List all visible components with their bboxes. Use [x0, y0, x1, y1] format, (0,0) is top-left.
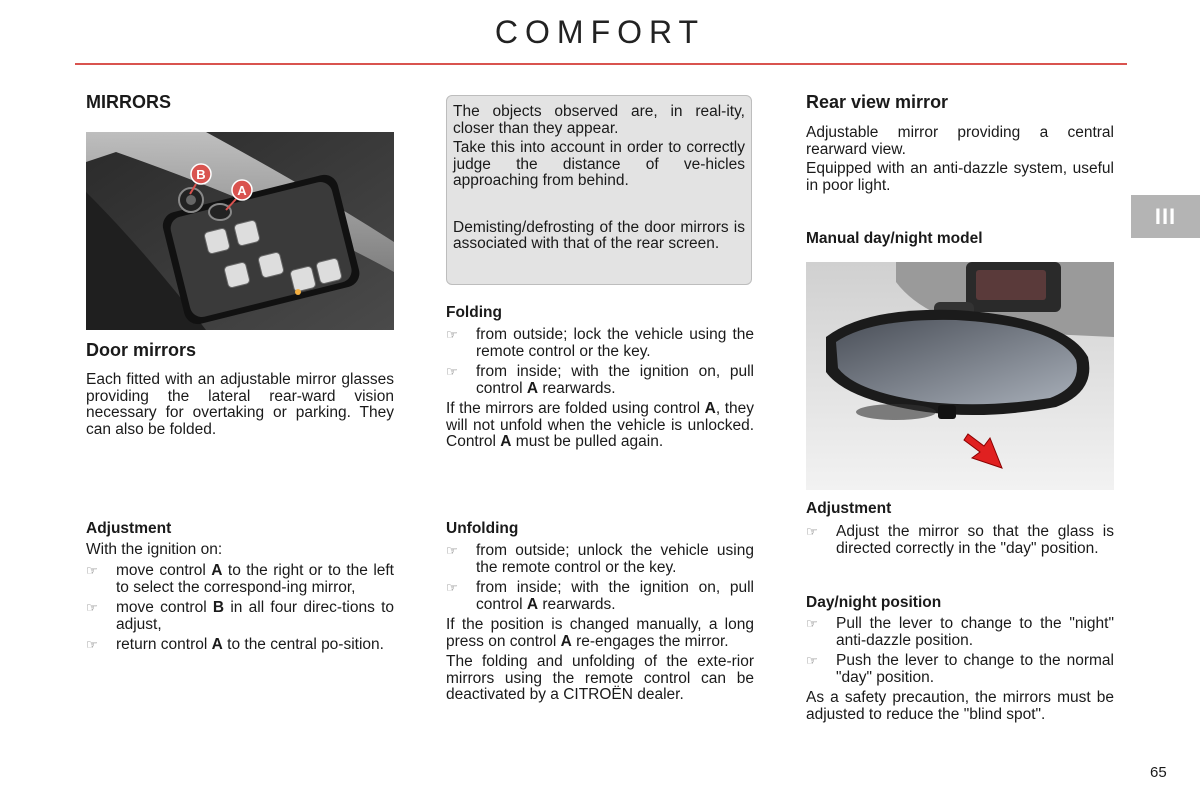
- adjustment-lead: With the ignition on:: [86, 541, 223, 558]
- bullet-hand-icon: ☞: [86, 600, 98, 615]
- unfolding-final: The folding and unfolding of the exte-rior mirrors using the remote control can be deactivated by a CITROËN dealer.: [446, 653, 754, 703]
- door-mirrors-title: Door mirrors: [86, 340, 197, 360]
- callout-a: A: [237, 183, 247, 198]
- rear-view-p2: Equipped with an anti-dazzle system, useful in poor light.: [806, 160, 1114, 194]
- door-controls-illustration: [86, 132, 394, 330]
- adjustment-item: ☞ move control B in all four direc-tions to adjust,: [86, 599, 394, 633]
- right-adjustment-heading: Adjustment: [806, 500, 892, 517]
- manual-daynight-heading: Manual day/night model: [806, 230, 983, 247]
- section-title: MIRRORS: [86, 92, 171, 112]
- folding-item: ☞ from inside; with the ignition on, pull control A rearwards.: [446, 363, 754, 397]
- note-p1: The objects observed are, in real-ity, closer than they appear.: [453, 103, 745, 137]
- adjustment-item: ☞ return control A to the central po-sition.: [86, 636, 384, 653]
- bullet-hand-icon: ☞: [446, 580, 458, 595]
- daynight-heading: Day/night position: [806, 594, 942, 611]
- folding-item: ☞ from outside; lock the vehicle using the remote control or the key.: [446, 326, 754, 360]
- rear-mirror-illustration: [806, 262, 1114, 490]
- callout-b: B: [196, 167, 206, 182]
- rear-mirror-image: [806, 262, 1114, 490]
- bullet-hand-icon: ☞: [446, 543, 458, 558]
- unfolding-item: ☞ from inside; with the ignition on, pull control A rearwards.: [446, 579, 754, 613]
- page-title: COMFORT: [494, 14, 706, 50]
- unfolding-note: If the position is changed manually, a long press on control A re-engages the mirror.: [446, 616, 754, 650]
- daynight-item: ☞ Pull the lever to change to the "night" anti-dazzle position.: [806, 615, 1114, 649]
- right-adjustment-item: ☞ Adjust the mirror so that the glass is directed correctly in the "day" position.: [806, 523, 1114, 557]
- unfolding-item: ☞ from outside; unlock the vehicle using the remote control or the key.: [446, 542, 754, 576]
- safety-note: As a safety precaution, the mirrors must be adjusted to reduce the "blind spot".: [806, 689, 1114, 723]
- unfolding-section: [446, 543, 754, 704]
- note-p3: Demisting/defrosting of the door mirrors is associated with that of the rear screen.: [453, 218, 745, 252]
- folding-heading: Folding: [446, 304, 502, 321]
- chapter-tab[interactable]: III: [1131, 195, 1200, 238]
- adjustment-item: ☞ move control A to the right or to the left to select the correspond-ing mirror,: [86, 562, 394, 596]
- folding-section: [446, 327, 754, 451]
- bullet-hand-icon: ☞: [86, 563, 98, 578]
- door-controls-image: [86, 132, 394, 330]
- rear-view-p1: Adjustable mirror providing a central rearward view.: [806, 124, 1114, 158]
- bullet-hand-icon: ☞: [446, 327, 458, 342]
- daynight-item: ☞ Push the lever to change to the normal "day" position.: [806, 652, 1114, 686]
- bullet-hand-icon: ☞: [806, 524, 818, 539]
- info-note-box: [446, 95, 752, 285]
- folding-note: If the mirrors are folded using control A, they will not unfold when the vehicle is unlocked. Control A must be pulled again.: [446, 400, 754, 450]
- door-mirrors-intro: Each fitted with an adjustable mirror glasses providing the lateral rear-ward vision necessary for overtaking or parking. They can also be folded.: [86, 371, 394, 438]
- bullet-hand-icon: ☞: [446, 364, 458, 379]
- header-rule: [75, 63, 1127, 65]
- right-adjustment-list: [806, 524, 1114, 557]
- page-number: 65: [1150, 764, 1167, 781]
- adjustment-list: [86, 563, 394, 654]
- adjustment-heading: Adjustment: [86, 520, 172, 537]
- bullet-hand-icon: ☞: [806, 653, 818, 668]
- unfolding-heading: Unfolding: [446, 520, 519, 537]
- rear-view-mirror-title: Rear view mirror: [806, 92, 949, 112]
- bullet-hand-icon: ☞: [86, 637, 98, 652]
- bullet-hand-icon: ☞: [806, 616, 818, 631]
- daynight-section: [806, 616, 1114, 723]
- note-p2: Take this into account in order to correctly judge the distance of ve-hicles approaching from behind.: [453, 139, 745, 189]
